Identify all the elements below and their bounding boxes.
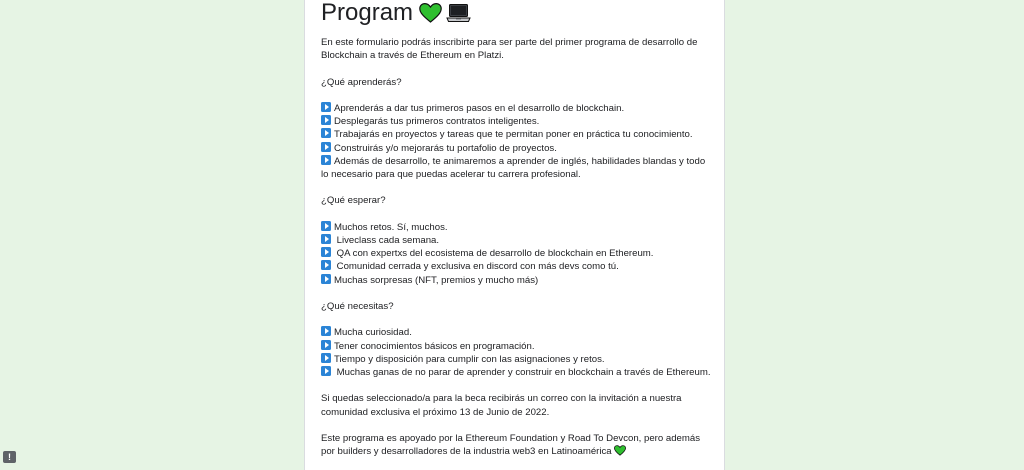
learn-heading: ¿Qué aprenderás? — [321, 76, 402, 88]
list-item: Aprenderás a dar tus primeros pasos en el desarrollo de blockchain. — [321, 102, 713, 115]
list-item: QA con expertxs del ecosistema de desarrollo de blockchain en Ethereum. — [321, 247, 713, 260]
learn-list — [321, 102, 713, 181]
list-item: Desplegarás tus primeros contratos inteligentes. — [321, 115, 713, 128]
play-bullet-icon — [321, 221, 331, 231]
list-item: Muchos retos. Sí, muchos. — [321, 221, 713, 234]
play-bullet-icon — [321, 102, 331, 112]
list-item: Muchas sorpresas (NFT, premios y mucho más) — [321, 274, 713, 287]
laptop-icon — [446, 0, 471, 34]
list-item: Liveclass cada semana. — [321, 234, 713, 247]
green-heart-icon — [419, 0, 442, 34]
form-title-text: Program — [321, 0, 414, 26]
play-bullet-icon — [321, 260, 331, 270]
expect-heading: ¿Qué esperar? — [321, 195, 386, 207]
list-item: Comunidad cerrada y exclusiva en discord con más devs como tú. — [321, 260, 713, 273]
list-item: Trabajarás en proyectos y tareas que te permitan poner en práctica tu conocimiento. — [321, 128, 713, 141]
play-bullet-icon — [321, 274, 331, 284]
form-header-card — [304, 0, 725, 470]
expect-list — [321, 221, 713, 287]
play-bullet-icon — [321, 247, 331, 257]
list-item: Construirás y/o mejorarás tu portafolio de proyectos. — [321, 142, 713, 155]
play-bullet-icon — [321, 115, 331, 125]
list-item: Tiempo y disposición para cumplir con las asignaciones y retos. — [321, 353, 713, 366]
play-bullet-icon — [321, 142, 331, 152]
list-item: Mucha curiosidad. — [321, 326, 713, 339]
support-note: Este programa es apoyado por la Ethereum Foundation y Road To Devcon, pero además por builders y desarrolladores de la industria web3 en Latinoamérica — [321, 432, 713, 460]
selected-note: Si quedas seleccionado/a para la beca recibirás un correo con la invitación a nuestra comunidad exclusiva el próximo 13 de Junio de 2022. — [321, 393, 682, 418]
list-item: Muchas ganas de no parar de aprender y construir en blockchain a través de Ethereum. — [321, 366, 713, 379]
report-feedback-button[interactable]: ! — [3, 451, 16, 463]
green-heart-icon — [614, 445, 626, 460]
list-item: Tener conocimientos básicos en programación. — [321, 340, 713, 353]
play-bullet-icon — [321, 340, 331, 350]
form-description — [321, 36, 713, 470]
play-bullet-icon — [321, 155, 331, 165]
play-bullet-icon — [321, 353, 331, 363]
play-bullet-icon — [321, 128, 331, 138]
play-bullet-icon — [321, 326, 331, 336]
intro-text: En este formulario podrás inscribirte para ser parte del primer programa de desarrollo de Blockchain a través de Ethereum en Platzi. — [321, 37, 698, 62]
need-heading: ¿Qué necesitas? — [321, 300, 394, 312]
play-bullet-icon — [321, 234, 331, 244]
list-item: Además de desarrollo, te animaremos a aprender de inglés, habilidades blandas y todo lo necesario para que puedas acelerar tu carrera profesional. — [321, 155, 706, 180]
need-list — [321, 326, 713, 379]
form-title — [321, 0, 471, 34]
play-bullet-icon — [321, 366, 331, 376]
